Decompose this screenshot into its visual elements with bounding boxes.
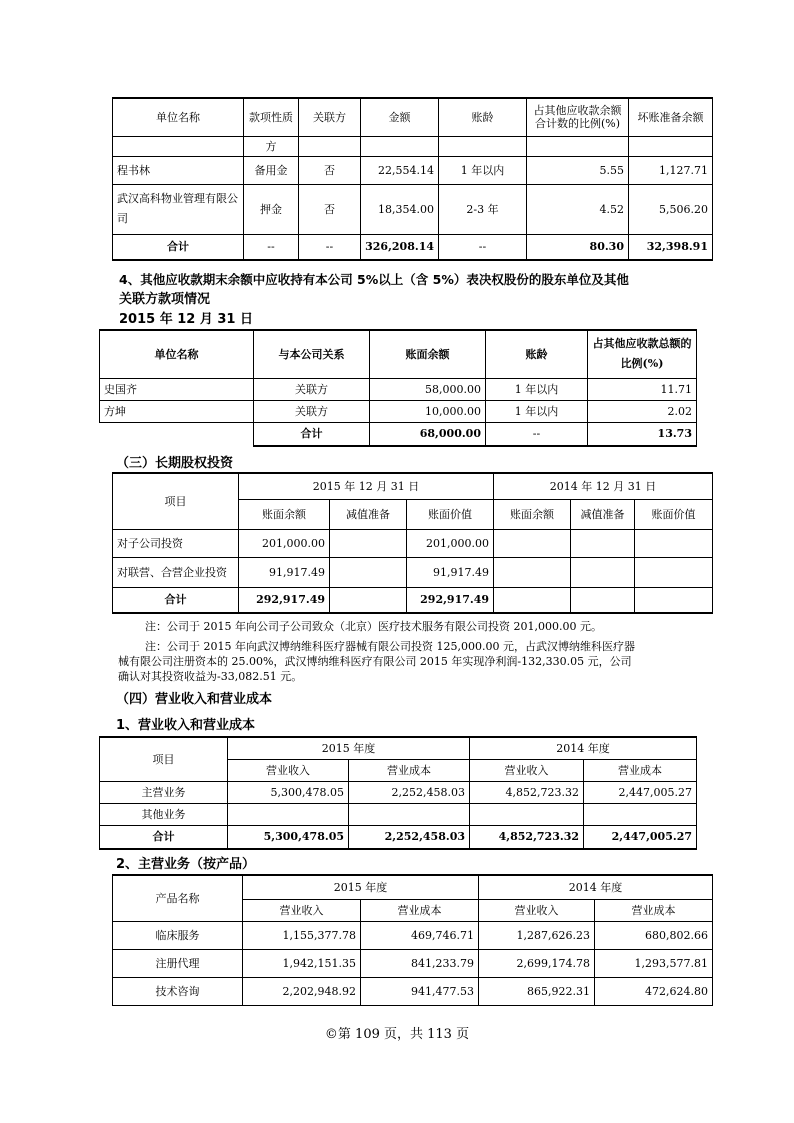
page-footer: ©第 109 页，共 113 页	[324, 1027, 470, 1042]
long-term-equity-investment-table: 项目 2015 年 12 月 31 日 2014 年 12 月 31 日 账面余额 减值准备 账面价值 账面余额 减值准备 账面价值 对子公司投资 201,000.00 201,000.00 对联营、合营企业投资 91,917.49 91,917.49 合计 292,917.49 292,917.49	[112, 472, 713, 614]
header-bad-debt: 坏账准备余额	[629, 98, 713, 136]
section-iv-title: （四）营业收入和营业成本	[116, 692, 273, 707]
table-row: 主营业务 5,300,478.05 2,252,458.03 4,852,723.32 2,447,005.27	[100, 781, 697, 803]
total-row: 合计 -- -- 326,208.14 -- 80.30 32,398.91	[113, 234, 713, 260]
total-row: 合计 292,917.49 292,917.49	[113, 587, 713, 613]
table-row: 程书林 备用金 否 22,554.14 1 年以内 5.55 1,127.71	[113, 156, 713, 184]
operating-revenue-cost-table: 项目 2015 年度 2014 年度 营业收入 营业成本 营业收入 营业成本 主营业务 5,300,478.05 2,252,458.03 4,852,723.32 2,447,005.27 其他业务 合计 5,300,478.05 2,252,458.03 4,852,723.32 2,447,005.27	[99, 736, 697, 850]
section-3-title: （三）长期股权投资	[116, 456, 234, 471]
header-relationship: 与本公司关系	[254, 330, 370, 378]
note-1: 注：公司于 2015 年向公司子公司致众（北京）医疗技术服务有限公司投资 201,000.00 元。	[145, 620, 602, 633]
header-2015: 2015 年 12 月 31 日	[239, 473, 494, 499]
main-business-by-product-table: 产品名称 2015 年度 2014 年度 营业收入 营业成本 营业收入 营业成本 临床服务 1,155,377.78 469,746.71 1,287,626.23 680,802.66 注册代理 1,942,151.35 841,233.79 2,699,174.78 1,293,577.81 技术咨询 2,202,948.92 941,477.53 865,922.31 472,624.80	[112, 874, 713, 1006]
table-row: 临床服务 1,155,377.78 469,746.71 1,287,626.23 680,802.66	[113, 921, 713, 949]
header-unit-name: 单位名称	[113, 98, 244, 136]
header-related: 关联方	[299, 98, 361, 136]
table-row: 武汉高科物业管理有限公司 押金 否 18,354.00 2-3 年 4.52 5,506.20	[113, 184, 713, 234]
header-aging: 账龄	[486, 330, 588, 378]
header-book-balance: 账面余额	[370, 330, 486, 378]
section-iv-2-title: 2、主营业务（按产品）	[116, 857, 256, 872]
note-2: 注：公司于 2015 年向武汉博纳维科医疗器械有限公司投资 125,000.00 元，占武汉博纳维科医疗器	[145, 640, 635, 653]
table-row: 其他业务	[100, 803, 697, 825]
note-2-cont: 确认对其投资收益为-33,082.51 元。	[118, 670, 303, 683]
header-2015: 2015 年度	[243, 875, 479, 899]
table-row: 注册代理 1,942,151.35 841,233.79 2,699,174.78 1,293,577.81	[113, 949, 713, 977]
header-unit-name: 单位名称	[100, 330, 254, 378]
section-4-title: 4、其他应收款期末余额中应收持有本公司 5%以上（含 5%）表决权股份的股东单位及其他	[119, 272, 629, 287]
other-receivables-top5-table	[112, 97, 713, 261]
header-amount: 金额	[361, 98, 439, 136]
table-row: 对联营、合营企业投资 91,917.49 91,917.49	[113, 557, 713, 587]
table-row: 方坤 关联方 10,000.00 1 年以内 2.02	[100, 400, 697, 422]
table-row: 史国齐 关联方 58,000.00 1 年以内 11.71	[100, 378, 697, 400]
header-product-name: 产品名称	[113, 875, 243, 921]
header-2014: 2014 年度	[470, 737, 697, 759]
total-row: 合计 5,300,478.05 2,252,458.03 4,852,723.32 2,447,005.27	[100, 825, 697, 849]
note-2-cont: 械有限公司注册资本的 25.00%，武汉博纳维科医疗有限公司 2015 年实现净利润-132,330.05 元，公司	[118, 655, 632, 668]
header-nature: 款项性质	[244, 98, 299, 136]
nature-continuation: 方	[244, 136, 299, 156]
table-row: 对子公司投资 201,000.00 201,000.00	[113, 529, 713, 557]
header-2015: 2015 年度	[228, 737, 470, 759]
total-row: 合计 68,000.00 -- 13.73	[100, 422, 697, 446]
header-item: 项目	[113, 473, 239, 529]
section-4-title-cont: 关联方款项情况	[119, 292, 211, 307]
header-ratio: 占其他应收款总额的比例(%)	[588, 330, 697, 378]
related-party-receivables-table	[99, 329, 697, 447]
section-4-date: 2015 年 12 月 31 日	[119, 312, 253, 327]
header-2014: 2014 年 12 月 31 日	[494, 473, 713, 499]
header-aging: 账龄	[439, 98, 527, 136]
header-ratio: 占其他应收款余额合计数的比例(%)	[527, 98, 629, 136]
header-item: 项目	[100, 737, 228, 781]
header-2014: 2014 年度	[479, 875, 713, 899]
section-iv-1-title: 1、营业收入和营业成本	[116, 718, 256, 733]
table-row: 技术咨询 2,202,948.92 941,477.53 865,922.31 472,624.80	[113, 977, 713, 1005]
